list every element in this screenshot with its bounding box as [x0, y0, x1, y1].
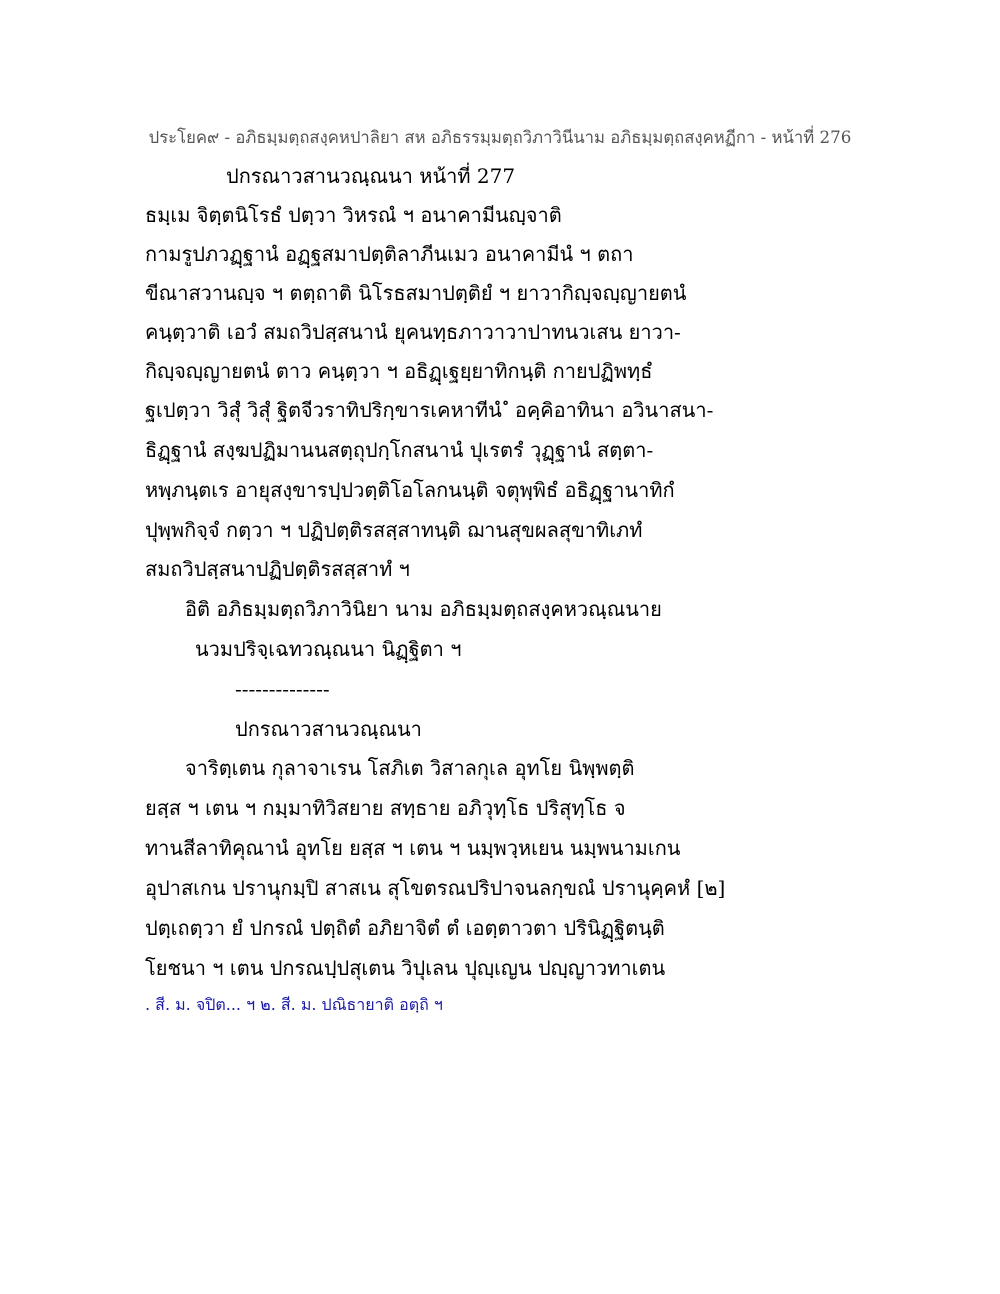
paragraph-line: ธิฏฺฐานํ สงฺฆปฏิมานนสตฺถุปกฺโกสนานํ ปุเรตรํ วุฏฺฐานํ สตฺตา- [145, 438, 654, 462]
section-divider: -------------- [235, 677, 330, 701]
paragraph-line: กิญฺจญฺญายตนํ ตาว คนฺตฺวา ฯ อธิฏฺเฐยฺยาทิกนฺติ กายปฏิพทฺธํ [145, 359, 653, 383]
paragraph-line: จาริตฺเตน กุลาจาเรน โสภิเต วิสาลกุเล อุทโย นิพฺพตฺติ [185, 756, 635, 780]
paragraph-line: ขีณาสวานญฺจ ฯ ตตฺถาติ นิโรธสมาปตฺติยํ ฯ ยาวากิญฺจญฺญายตนํ [145, 281, 687, 305]
paragraph-line: กามรูปภวฏฺฐานํ อฏฺฐสมาปตฺติลาภีนเมว อนาคามีนํ ฯ ตถา [145, 242, 634, 266]
paragraph-line: ธมฺเม จิตฺตนิโรธํ ปตฺวา วิหรณํ ฯ อนาคามีนญฺจาติ [145, 203, 562, 227]
section-heading-2: ปกรณาวสานวณฺณนา [235, 717, 422, 741]
paragraph-line: คนฺตฺวาติ เอวํ สมถวิปสฺสนานํ ยุคนทฺธภาวาวาปาทนวเสน ยาวา- [145, 320, 681, 344]
paragraph-line: โยชนา ฯ เตน ปกรณปฺปสุเตน วิปุเลน ปุญฺเญน ปญฺญาวทาเตน [145, 956, 666, 980]
paragraph-line: อุปาสเกน ปรานุกมฺปิ สาสเน สุโขตรณปริปาจนลกฺขณํ ปรานุคฺคหํ [๒] [145, 876, 726, 900]
paragraph-line: ปตฺเถตฺวา ยํ ปกรณํ ปตฺถิตํ อภิยาจิตํ ตํ เอตฺตาวตา ปรินิฏฺฐิตนฺติ [145, 916, 665, 940]
footnote: . สี. ม. จปิต... ฯ ๒. สี. ม. ปณิธายาติ อตฺถิ ฯ [145, 995, 443, 1014]
paragraph-line: ทานสีลาทิคุณานํ อุทโย ยสฺส ฯ เตน ฯ นมฺพวฺหเยน นมฺพนามเกน [145, 836, 681, 860]
section-heading: ปกรณาวสานวณฺณนา หน้าที่ 277 [226, 164, 516, 188]
colophon-line: อิติ อภิธมฺมตฺถวิภาวินิยา นาม อภิธมฺมตฺถสงฺคหวณฺณนาย [185, 597, 662, 621]
colophon-line: นวมปริจฺเฉทวณฺณนา นิฏฺฐิตา ฯ [195, 637, 462, 661]
paragraph-line: ฐเปตฺวา วิสุํ วิสุํ ฐิตจีวราทิปริกฺขารเคหาทีนํ ํ อคฺคิอาทินา อวินาสนา- [145, 398, 714, 422]
paragraph-line: สมถวิปสฺสนาปฏิปตฺติรสสฺสาทํ ฯ [145, 557, 410, 581]
page-header: ประโยค๙ - อภิธมฺมตฺถสงฺคหปาลิยา สห อภิธรรมฺมตฺถวิภาวินีนาม อภิธมฺมตฺถสงฺคหฏีกา - หน้าที่ 276 [148, 128, 852, 148]
paragraph-line: ปุพฺพกิจฺจํ กตฺวา ฯ ปฏิปตฺติรสสฺสาทนฺติ ฌานสุขผลสุขาทิเภทํ [145, 518, 643, 542]
paragraph-line: หพฺภนฺตเร อายุสงฺขารปฺปวตฺติโอโลกนนฺติ จตุพฺพิธํ อธิฏฺฐานาทิกํ [145, 478, 675, 502]
paragraph-line: ยสฺส ฯ เตน ฯ กมฺมาทิวิสยาย สทฺธาย อภิวุทฺโธ ปริสุทฺโธ จ [145, 796, 626, 820]
